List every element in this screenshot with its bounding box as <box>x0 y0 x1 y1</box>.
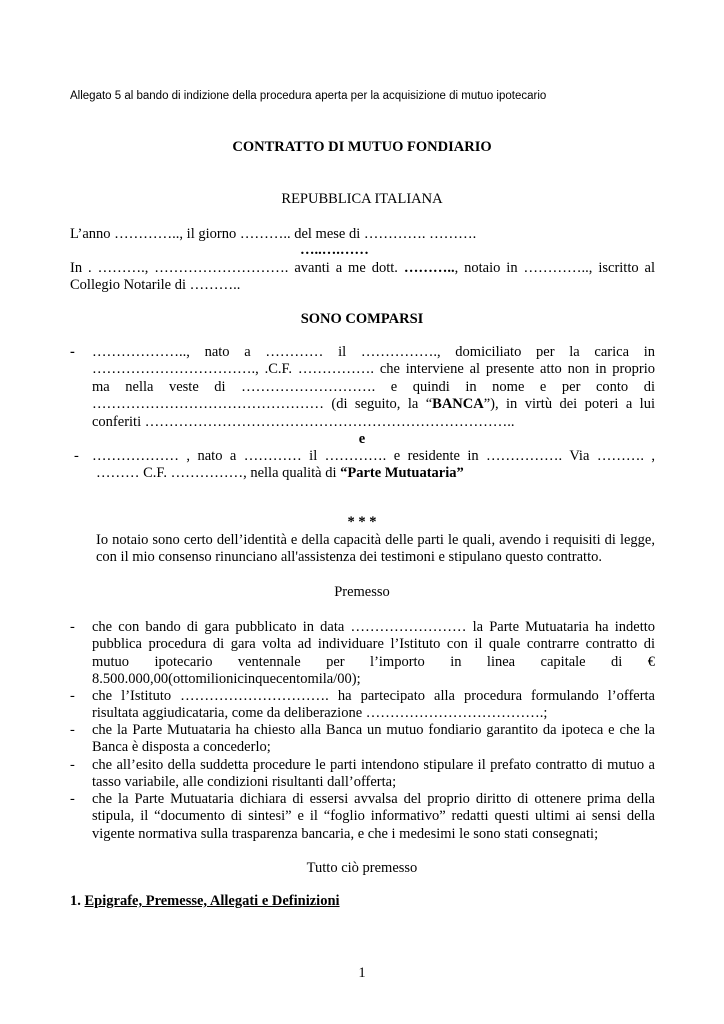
party1-line-4a: ………………………………………… (di seguito, la “ <box>92 396 433 413</box>
notary-statement <box>96 532 655 567</box>
party1-dash: - <box>70 344 75 360</box>
asterisks-separator: * * * <box>347 514 377 530</box>
party2-line-1: ……………… , nato a ………… il …………. e residente in ……………. Via ………. , <box>92 448 655 464</box>
premise-3-line-2: Banca è disposta a concederlo; <box>92 739 271 756</box>
premise-4 <box>92 757 655 792</box>
premise-4-line-1: che all’esito della suddetta procedure le parti intendono stipulare il prefato contratto di mutuo a <box>92 757 655 773</box>
opening-line-3: Collegio Notarile di ……….. <box>70 277 241 293</box>
premise-1-dash: - <box>70 619 75 635</box>
conjunction-e: e <box>358 431 366 447</box>
premise-5 <box>92 791 655 843</box>
premise-4-dash: - <box>70 757 75 773</box>
party1-line-1: ……………….., nato a ………… il ……………., domiciliato per la carica in <box>92 344 655 360</box>
opening-line-2c: ……….. <box>403 260 455 276</box>
premise-1-line-4: 8.500.000,00(ottomilionicinquecentomila/00); <box>92 671 361 688</box>
party1-line-4 <box>92 396 655 413</box>
tutto-cio-premesso: Tutto ciò premesso <box>306 860 418 876</box>
opening-line-1: L’anno ………….., il giorno ……….. del mese di …………. ………. <box>70 226 477 242</box>
opening-dots: …..….…… <box>300 242 369 258</box>
sono-comparsi-heading: SONO COMPARSI <box>300 311 424 327</box>
party2-block <box>92 448 655 483</box>
premise-2 <box>92 688 655 723</box>
opening-line-2a: In . ………., ………………………. <box>70 260 289 276</box>
premise-3-line-1: che la Parte Mutuataria ha chiesto alla Banca un mutuo fondiario garantito da ipoteca e che la <box>92 722 655 738</box>
premise-5-line-2: stipula, il “documento di sintesi” e il “foglio informativo” redatti questi ultimi ai sensi della <box>92 808 655 825</box>
opening-line-2 <box>70 260 655 277</box>
premise-5-line-1: che la Parte Mutuataria dichiara di essersi avvalsa del proprio diritto di ottenere prima della <box>92 791 655 807</box>
premise-1 <box>92 619 655 689</box>
premesso-heading: Premesso <box>334 584 390 600</box>
opening-line-2b: avanti a me dott. <box>294 260 398 276</box>
parte-mutuataria-label: “Parte Mutuataria” <box>340 465 464 482</box>
premise-2-line-1: che l’Istituto …………………………. ha partecipato alla procedura formulando l’offerta <box>92 688 655 704</box>
republic-heading: REPUBBLICA ITALIANA <box>281 191 443 207</box>
party1-block <box>92 344 655 431</box>
document-title: CONTRATTO DI MUTUO FONDIARIO <box>232 139 492 155</box>
premise-4-line-2: tasso variabile, alle condizioni risultanti dall’offerta; <box>92 774 397 791</box>
party2-line-2a: ……… C.F. ……………, nella qualità di <box>96 465 341 482</box>
notary-line-2: con il mio consenso rinunciano all'assistenza dei testimoni e stipulano questo contratto. <box>96 549 602 566</box>
party1-line-2: ……………………………., .C.F. ……………. che interviene al presente atto non in proprio <box>92 361 655 378</box>
premise-1-line-3: mutuo ipotecario ventennale per l’importo in linea capitale di € <box>92 653 655 670</box>
premise-1-line-1: che con bando di gara pubblicato in data …………………… la Parte Mutuataria ha indetto <box>92 619 655 635</box>
notary-line-1: Io notaio sono certo dell’identità e della capacità delle parti le quali, avendo i requisiti di legge, <box>96 532 655 548</box>
banca-label: BANCA <box>432 396 484 413</box>
premise-3-dash: - <box>70 722 75 738</box>
party1-line-4b: ”), in virtù dei poteri a lui <box>483 396 655 413</box>
page-number: 1 <box>358 965 366 981</box>
premise-5-dash: - <box>70 791 75 807</box>
section-1-title: Epigrafe, Premesse, Allegati e Definizioni <box>84 893 340 909</box>
premise-2-line-2: risultata aggiudicataria, come da deliberazione ……………………………….; <box>92 705 548 722</box>
premise-2-dash: - <box>70 688 75 704</box>
section-1-heading <box>70 893 340 910</box>
section-1-number: 1. <box>70 893 85 909</box>
opening-line-2d: , notaio in ………….., iscritto al <box>454 260 655 276</box>
premise-5-line-3: vigente normativa sulla trasparenza bancaria, e che i medesimi le sono stati consegnati; <box>92 825 599 842</box>
premise-1-line-2: pubblica procedura di gara volta ad individuare l’Istituto con il quale contrarre contratto di <box>92 636 655 653</box>
header-note: Allegato 5 al bando di indizione della procedura aperta per la acquisizione di mutuo ipotecario <box>70 90 547 102</box>
party2-dash: - <box>74 448 79 464</box>
premise-3 <box>92 722 655 757</box>
party1-line-5: conferiti ………………………………………………………………….. <box>92 413 515 430</box>
party2-line-2 <box>92 465 655 482</box>
party1-line-3: ma nella veste di ………………………. e quindi in nome e per conto di <box>92 378 655 395</box>
